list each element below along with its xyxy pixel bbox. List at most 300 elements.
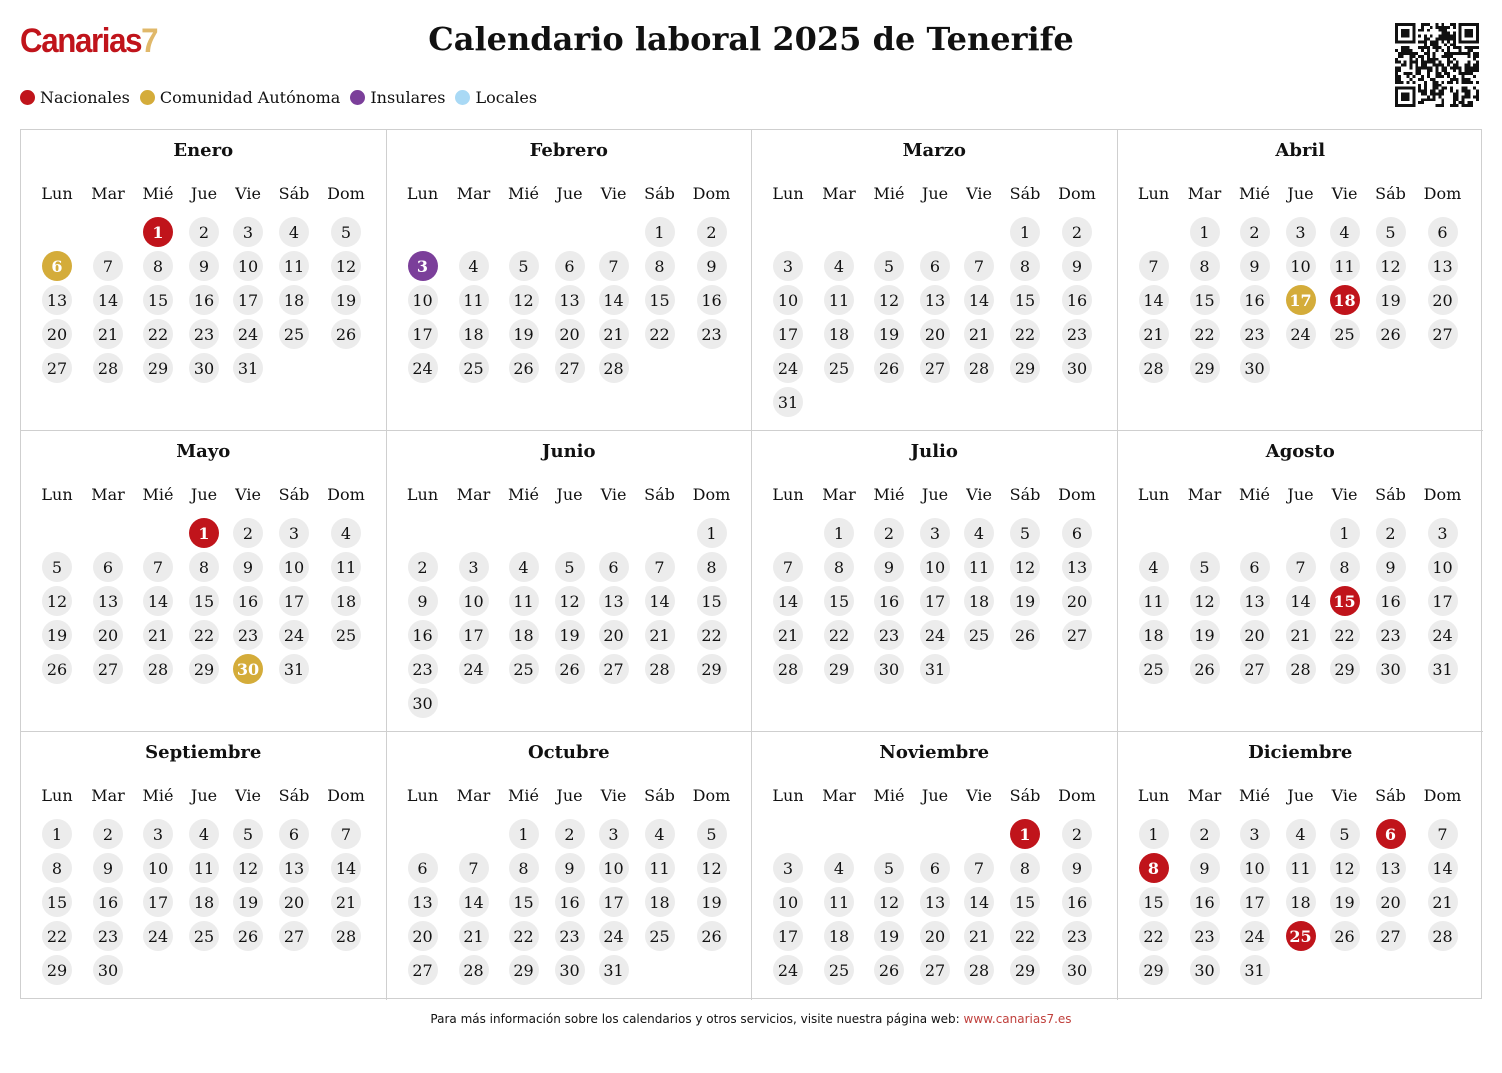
day-cell: 11 bbox=[1139, 586, 1169, 616]
legend-item-insular bbox=[350, 88, 445, 107]
day-cell: 20 bbox=[408, 921, 438, 951]
day-cell: 24 bbox=[773, 353, 803, 383]
day-cell: 30 bbox=[1190, 955, 1220, 985]
month-title: Abril bbox=[1275, 140, 1326, 161]
weekday-header: Lun bbox=[406, 184, 439, 203]
day-cell: 4 bbox=[279, 217, 309, 247]
weekday-header: Jue bbox=[190, 786, 218, 805]
day-cell: 23 bbox=[1376, 620, 1406, 650]
day-cell: 18 bbox=[645, 887, 675, 917]
day-cell: 18 bbox=[459, 319, 489, 349]
day-cell: 29 bbox=[42, 955, 72, 985]
weekday-header: Lun bbox=[41, 786, 73, 805]
footer-text: Para más información sobre los calendarios y otros servicios, visite nuestra página web: bbox=[430, 1012, 964, 1026]
day-cell: 15 bbox=[1010, 285, 1040, 315]
day-cell: 10 bbox=[1286, 251, 1316, 281]
weekday-header: Sáb bbox=[1009, 485, 1041, 504]
day-cell: 27 bbox=[1062, 620, 1092, 650]
day-cell: 18 bbox=[964, 586, 994, 616]
day-cell: 16 bbox=[697, 285, 727, 315]
day-cell: 2 bbox=[697, 217, 727, 247]
day-cell: 2 bbox=[1062, 217, 1092, 247]
month-title: Enero bbox=[173, 140, 234, 161]
day-cell: 23 bbox=[555, 921, 585, 951]
day-cell: 2 bbox=[93, 819, 123, 849]
day-cell: 24 bbox=[1428, 620, 1458, 650]
weekday-header: Jue bbox=[1287, 485, 1314, 504]
day-cell: 11 bbox=[824, 887, 854, 917]
day-cell: 7 bbox=[645, 552, 675, 582]
day-cell: 30 bbox=[1062, 353, 1092, 383]
day-cell: 9 bbox=[1376, 552, 1406, 582]
day-cell: 2 bbox=[1062, 819, 1092, 849]
day-cell: 21 bbox=[1139, 319, 1169, 349]
day-cell: 14 bbox=[599, 285, 629, 315]
day-cell: 3 bbox=[459, 552, 489, 582]
holiday-nacional: 1 bbox=[143, 217, 173, 247]
day-cell: 16 bbox=[1240, 285, 1270, 315]
day-cell: 29 bbox=[1190, 353, 1220, 383]
day-cell: 18 bbox=[189, 887, 219, 917]
day-cell: 23 bbox=[1190, 921, 1220, 951]
day-cell: 30 bbox=[1376, 654, 1406, 684]
weekday-header: Jue bbox=[921, 786, 949, 805]
day-cell: 23 bbox=[874, 620, 904, 650]
day-cell: 26 bbox=[331, 319, 361, 349]
day-cell: 11 bbox=[645, 853, 675, 883]
day-cell: 19 bbox=[555, 620, 585, 650]
day-cell: 10 bbox=[233, 251, 263, 281]
weekday-header: Mar bbox=[91, 786, 125, 805]
day-cell: 23 bbox=[189, 319, 219, 349]
weekday-header: Mar bbox=[91, 485, 125, 504]
day-cell: 5 bbox=[874, 251, 904, 281]
calendar-grid bbox=[20, 129, 1482, 999]
day-cell: 31 bbox=[1428, 654, 1458, 684]
day-cell: 19 bbox=[874, 921, 904, 951]
day-cell: 12 bbox=[1376, 251, 1406, 281]
weekday-header: Mar bbox=[456, 786, 491, 805]
weekday-header: Vie bbox=[966, 485, 992, 504]
day-cell: 13 bbox=[279, 853, 309, 883]
day-cell: 18 bbox=[509, 620, 539, 650]
day-cell: 19 bbox=[1190, 620, 1220, 650]
day-cell: 22 bbox=[645, 319, 675, 349]
weekday-header: Sáb bbox=[1375, 786, 1406, 805]
day-cell: 22 bbox=[1330, 620, 1360, 650]
day-cell: 18 bbox=[331, 586, 361, 616]
day-cell: 5 bbox=[874, 853, 904, 883]
day-cell: 21 bbox=[1286, 620, 1316, 650]
day-cell: 18 bbox=[824, 921, 854, 951]
day-cell: 30 bbox=[1240, 353, 1270, 383]
logo-accent: 7 bbox=[141, 22, 158, 60]
month-title: Febrero bbox=[529, 140, 608, 161]
legend-label: Insulares bbox=[370, 88, 446, 107]
day-cell: 2 bbox=[555, 819, 585, 849]
day-cell: 22 bbox=[824, 620, 854, 650]
day-cell: 5 bbox=[1190, 552, 1220, 582]
day-cell: 27 bbox=[1240, 654, 1270, 684]
day-cell: 12 bbox=[233, 853, 263, 883]
day-cell: 13 bbox=[555, 285, 585, 315]
day-cell: 17 bbox=[920, 586, 950, 616]
weekday-header: Sáb bbox=[1009, 786, 1041, 805]
day-cell: 19 bbox=[1376, 285, 1406, 315]
holiday-autonomica: 30 bbox=[233, 654, 263, 684]
day-cell: 8 bbox=[1010, 251, 1040, 281]
day-cell: 15 bbox=[697, 586, 727, 616]
legend-dot-icon bbox=[140, 90, 155, 105]
day-cell: 19 bbox=[697, 887, 727, 917]
footer bbox=[0, 1012, 1502, 1026]
day-cell: 17 bbox=[599, 887, 629, 917]
day-cell: 27 bbox=[920, 955, 950, 985]
weekday-header: Sáb bbox=[644, 786, 675, 805]
legend bbox=[20, 88, 547, 107]
day-cell: 22 bbox=[1139, 921, 1169, 951]
weekday-header: Jue bbox=[556, 485, 583, 504]
day-cell: 6 bbox=[93, 552, 123, 582]
day-cell: 31 bbox=[233, 353, 263, 383]
day-cell: 10 bbox=[408, 285, 438, 315]
day-cell: 28 bbox=[773, 654, 803, 684]
day-cell: 8 bbox=[697, 552, 727, 582]
day-cell: 28 bbox=[645, 654, 675, 684]
month-febrero bbox=[387, 130, 753, 431]
month-abril bbox=[1118, 130, 1484, 431]
day-cell: 29 bbox=[1330, 654, 1360, 684]
day-cell: 30 bbox=[93, 955, 123, 985]
day-cell: 26 bbox=[874, 955, 904, 985]
day-cell: 5 bbox=[555, 552, 585, 582]
weekday-header: Mar bbox=[91, 184, 125, 203]
day-cell: 3 bbox=[920, 518, 950, 548]
day-cell: 1 bbox=[697, 518, 727, 548]
weekday-header: Vie bbox=[1331, 485, 1358, 504]
day-cell: 17 bbox=[773, 319, 803, 349]
day-cell: 3 bbox=[773, 251, 803, 281]
day-cell: 3 bbox=[143, 819, 173, 849]
qr-code-icon bbox=[1395, 23, 1479, 107]
holiday-nacional: 1 bbox=[1010, 819, 1040, 849]
day-cell: 6 bbox=[1428, 217, 1458, 247]
legend-dot-icon bbox=[350, 90, 365, 105]
day-cell: 17 bbox=[279, 586, 309, 616]
holiday-nacional: 8 bbox=[1139, 853, 1169, 883]
weekday-header: Vie bbox=[235, 485, 261, 504]
day-cell: 8 bbox=[1330, 552, 1360, 582]
day-cell: 20 bbox=[93, 620, 123, 650]
month-title: Octubre bbox=[527, 742, 610, 763]
weekday-header: Lun bbox=[406, 485, 439, 504]
day-cell: 13 bbox=[920, 887, 950, 917]
weekday-header: Sáb bbox=[278, 485, 310, 504]
day-cell: 27 bbox=[42, 353, 72, 383]
day-cell: 26 bbox=[1376, 319, 1406, 349]
day-cell: 13 bbox=[42, 285, 72, 315]
weekday-header: Mar bbox=[1187, 485, 1222, 504]
holiday-insular: 3 bbox=[408, 251, 438, 281]
day-cell: 29 bbox=[1010, 353, 1040, 383]
day-cell: 16 bbox=[1062, 887, 1092, 917]
day-cell: 16 bbox=[1062, 285, 1092, 315]
day-cell: 15 bbox=[509, 887, 539, 917]
day-cell: 12 bbox=[509, 285, 539, 315]
day-cell: 28 bbox=[964, 955, 994, 985]
weekday-header: Mié bbox=[873, 485, 905, 504]
weekday-header: Mar bbox=[822, 786, 856, 805]
day-cell: 31 bbox=[279, 654, 309, 684]
weekday-header: Dom bbox=[327, 786, 365, 805]
weekday-header: Mié bbox=[142, 184, 174, 203]
day-cell: 3 bbox=[1286, 217, 1316, 247]
day-cell: 28 bbox=[1428, 921, 1458, 951]
day-cell: 1 bbox=[42, 819, 72, 849]
day-cell: 13 bbox=[1428, 251, 1458, 281]
day-cell: 10 bbox=[1240, 853, 1270, 883]
day-cell: 16 bbox=[1376, 586, 1406, 616]
weekday-header: Mar bbox=[456, 485, 491, 504]
day-cell: 29 bbox=[189, 654, 219, 684]
day-cell: 3 bbox=[599, 819, 629, 849]
weekday-header: Sáb bbox=[1375, 485, 1406, 504]
day-cell: 2 bbox=[874, 518, 904, 548]
day-cell: 7 bbox=[599, 251, 629, 281]
day-cell: 16 bbox=[1190, 887, 1220, 917]
day-cell: 12 bbox=[697, 853, 727, 883]
month-title: Diciembre bbox=[1248, 742, 1353, 763]
month-title: Agosto bbox=[1265, 441, 1335, 462]
day-cell: 10 bbox=[459, 586, 489, 616]
day-cell: 13 bbox=[1376, 853, 1406, 883]
day-cell: 17 bbox=[459, 620, 489, 650]
day-cell: 14 bbox=[964, 285, 994, 315]
day-cell: 20 bbox=[555, 319, 585, 349]
day-cell: 16 bbox=[555, 887, 585, 917]
weekday-header: Sáb bbox=[278, 184, 310, 203]
day-cell: 12 bbox=[874, 887, 904, 917]
day-cell: 4 bbox=[1286, 819, 1316, 849]
weekday-header: Mié bbox=[508, 184, 539, 203]
month-enero bbox=[21, 130, 387, 431]
weekday-header: Sáb bbox=[1009, 184, 1041, 203]
weekday-header: Mié bbox=[1239, 485, 1270, 504]
day-cell: 5 bbox=[1330, 819, 1360, 849]
weekday-header: Mar bbox=[822, 184, 856, 203]
day-cell: 4 bbox=[509, 552, 539, 582]
day-cell: 10 bbox=[1428, 552, 1458, 582]
day-cell: 30 bbox=[408, 688, 438, 718]
day-cell: 13 bbox=[408, 887, 438, 917]
month-septiembre bbox=[21, 732, 387, 1000]
day-cell: 1 bbox=[1330, 518, 1360, 548]
weekday-header: Vie bbox=[600, 184, 627, 203]
day-cell: 23 bbox=[93, 921, 123, 951]
weekday-header: Vie bbox=[600, 786, 627, 805]
day-cell: 2 bbox=[408, 552, 438, 582]
day-cell: 27 bbox=[408, 955, 438, 985]
day-cell: 30 bbox=[189, 353, 219, 383]
day-cell: 14 bbox=[459, 887, 489, 917]
day-cell: 28 bbox=[459, 955, 489, 985]
weekday-header: Sáb bbox=[1375, 184, 1406, 203]
day-cell: 22 bbox=[1010, 921, 1040, 951]
legend-item-autonomica bbox=[140, 88, 340, 107]
day-cell: 28 bbox=[331, 921, 361, 951]
weekday-header: Lun bbox=[772, 184, 804, 203]
holiday-nacional: 25 bbox=[1286, 921, 1316, 951]
day-cell: 21 bbox=[331, 887, 361, 917]
day-cell: 18 bbox=[1286, 887, 1316, 917]
weekday-header: Vie bbox=[235, 786, 261, 805]
day-cell: 16 bbox=[874, 586, 904, 616]
logo-text: Canarias bbox=[20, 22, 142, 60]
day-cell: 8 bbox=[42, 853, 72, 883]
month-noviembre bbox=[752, 732, 1118, 1000]
day-cell: 4 bbox=[1139, 552, 1169, 582]
holiday-autonomica: 6 bbox=[42, 251, 72, 281]
weekday-header: Jue bbox=[1287, 786, 1314, 805]
day-cell: 28 bbox=[599, 353, 629, 383]
day-cell: 15 bbox=[1010, 887, 1040, 917]
day-cell: 25 bbox=[509, 654, 539, 684]
day-cell: 3 bbox=[1240, 819, 1270, 849]
day-cell: 25 bbox=[1139, 654, 1169, 684]
day-cell: 22 bbox=[697, 620, 727, 650]
day-cell: 17 bbox=[408, 319, 438, 349]
day-cell: 15 bbox=[824, 586, 854, 616]
weekday-header: Jue bbox=[190, 485, 218, 504]
day-cell: 24 bbox=[143, 921, 173, 951]
day-cell: 6 bbox=[408, 853, 438, 883]
day-cell: 16 bbox=[93, 887, 123, 917]
day-cell: 12 bbox=[1010, 552, 1040, 582]
day-cell: 5 bbox=[509, 251, 539, 281]
day-cell: 27 bbox=[555, 353, 585, 383]
weekday-header: Lun bbox=[41, 485, 73, 504]
day-cell: 5 bbox=[697, 819, 727, 849]
day-cell: 17 bbox=[1240, 887, 1270, 917]
day-cell: 27 bbox=[93, 654, 123, 684]
day-cell: 9 bbox=[874, 552, 904, 582]
weekday-header: Mié bbox=[508, 786, 539, 805]
weekday-header: Lun bbox=[41, 184, 73, 203]
day-cell: 18 bbox=[1139, 620, 1169, 650]
day-cell: 25 bbox=[1330, 319, 1360, 349]
day-cell: 29 bbox=[1010, 955, 1040, 985]
day-cell: 21 bbox=[773, 620, 803, 650]
day-cell: 24 bbox=[920, 620, 950, 650]
day-cell: 9 bbox=[93, 853, 123, 883]
weekday-header: Jue bbox=[921, 485, 949, 504]
day-cell: 25 bbox=[824, 955, 854, 985]
day-cell: 7 bbox=[459, 853, 489, 883]
day-cell: 22 bbox=[1190, 319, 1220, 349]
website-link[interactable]: www.canarias7.es bbox=[963, 1012, 1072, 1026]
day-cell: 11 bbox=[964, 552, 994, 582]
weekday-header: Jue bbox=[556, 786, 583, 805]
month-title: Mayo bbox=[176, 441, 231, 462]
day-cell: 9 bbox=[233, 552, 263, 582]
day-cell: 25 bbox=[331, 620, 361, 650]
day-cell: 21 bbox=[1428, 887, 1458, 917]
day-cell: 22 bbox=[42, 921, 72, 951]
day-cell: 5 bbox=[1376, 217, 1406, 247]
day-cell: 31 bbox=[920, 654, 950, 684]
day-cell: 31 bbox=[1240, 955, 1270, 985]
day-cell: 21 bbox=[964, 319, 994, 349]
day-cell: 1 bbox=[645, 217, 675, 247]
month-title: Marzo bbox=[902, 140, 966, 161]
day-cell: 3 bbox=[773, 853, 803, 883]
day-cell: 28 bbox=[143, 654, 173, 684]
day-cell: 28 bbox=[93, 353, 123, 383]
day-cell: 21 bbox=[143, 620, 173, 650]
day-cell: 4 bbox=[459, 251, 489, 281]
day-cell: 15 bbox=[645, 285, 675, 315]
weekday-header: Mar bbox=[1187, 184, 1222, 203]
day-cell: 28 bbox=[1139, 353, 1169, 383]
legend-item-local bbox=[455, 88, 537, 107]
weekday-header: Sáb bbox=[644, 184, 675, 203]
day-cell: 14 bbox=[1139, 285, 1169, 315]
weekday-header: Mar bbox=[822, 485, 856, 504]
holiday-nacional: 1 bbox=[189, 518, 219, 548]
page-title: Calendario laboral 2025 de Tenerife bbox=[428, 20, 1074, 58]
weekday-header: Mié bbox=[508, 485, 539, 504]
day-cell: 8 bbox=[824, 552, 854, 582]
day-cell: 6 bbox=[555, 251, 585, 281]
day-cell: 3 bbox=[233, 217, 263, 247]
day-cell: 15 bbox=[1190, 285, 1220, 315]
weekday-header: Dom bbox=[327, 485, 365, 504]
day-cell: 10 bbox=[773, 887, 803, 917]
day-cell: 15 bbox=[143, 285, 173, 315]
weekday-header: Jue bbox=[1287, 184, 1314, 203]
day-cell: 24 bbox=[408, 353, 438, 383]
weekday-header: Mié bbox=[873, 184, 905, 203]
day-cell: 12 bbox=[331, 251, 361, 281]
weekday-header: Dom bbox=[692, 485, 731, 504]
weekday-header: Sáb bbox=[644, 485, 675, 504]
day-cell: 4 bbox=[1330, 217, 1360, 247]
day-cell: 14 bbox=[331, 853, 361, 883]
day-cell: 19 bbox=[874, 319, 904, 349]
day-cell: 23 bbox=[1062, 319, 1092, 349]
weekday-header: Lun bbox=[1137, 786, 1170, 805]
day-cell: 1 bbox=[1010, 217, 1040, 247]
day-cell: 2 bbox=[1240, 217, 1270, 247]
day-cell: 26 bbox=[874, 353, 904, 383]
day-cell: 14 bbox=[1428, 853, 1458, 883]
day-cell: 24 bbox=[599, 921, 629, 951]
day-cell: 27 bbox=[1428, 319, 1458, 349]
day-cell: 8 bbox=[645, 251, 675, 281]
day-cell: 24 bbox=[459, 654, 489, 684]
weekday-header: Lun bbox=[406, 786, 439, 805]
month-title: Julio bbox=[910, 441, 958, 462]
day-cell: 26 bbox=[1010, 620, 1040, 650]
day-cell: 2 bbox=[1376, 518, 1406, 548]
day-cell: 19 bbox=[509, 319, 539, 349]
day-cell: 27 bbox=[1376, 921, 1406, 951]
day-cell: 26 bbox=[555, 654, 585, 684]
month-mayo bbox=[21, 431, 387, 732]
day-cell: 4 bbox=[964, 518, 994, 548]
day-cell: 29 bbox=[1139, 955, 1169, 985]
legend-label: Locales bbox=[475, 88, 538, 107]
